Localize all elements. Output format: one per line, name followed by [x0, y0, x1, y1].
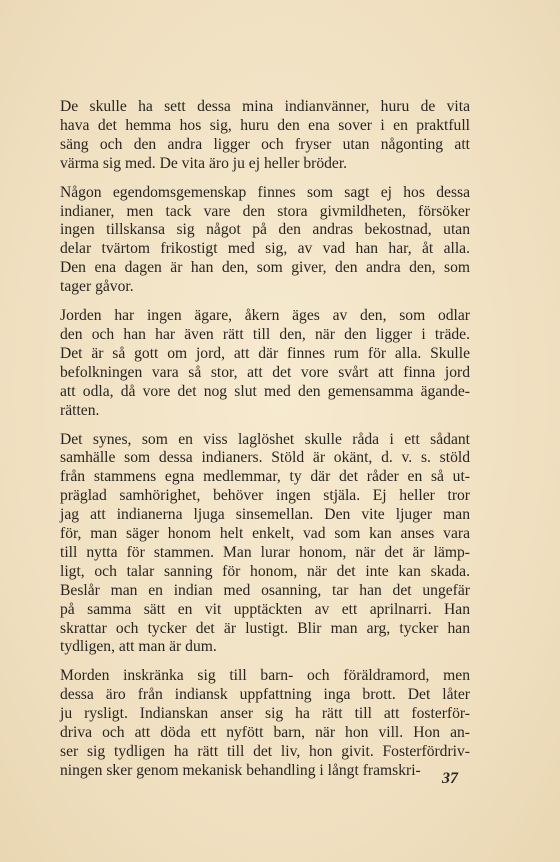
- text-line: Jorden har ingen ägare, åkern äges av den, som odlar: [60, 307, 470, 325]
- text-line: ligt, och talar sanning för honom, när det inte kan skada.: [60, 562, 470, 580]
- text-line: ingen tillskansa sig något på den andras bekostnad, utan: [60, 221, 470, 239]
- text-line: säng och den andra ligger och fryser utan någonting att: [60, 135, 470, 153]
- paragraph: [60, 431, 470, 658]
- paragraph: [60, 184, 470, 297]
- text-line: tydligen, att man är dum.: [60, 638, 217, 656]
- paragraph: [60, 667, 470, 780]
- page-number: 37: [442, 770, 458, 787]
- text-line: ju rysligt. Indianskan anser sig ha rätt till att fosterför-: [60, 705, 470, 723]
- text-line: för, man säger honom helt enkelt, vad som kan anses vara: [60, 525, 470, 543]
- paragraph: [60, 307, 470, 420]
- text-line: De skulle ha sett dessa mina indianvänner, huru de vita: [60, 98, 470, 115]
- text-line: hava det hemma hos sig, huru den ena sover i en praktfull: [60, 116, 470, 134]
- text-line: samhälle som dessa indianers. Stöld är okänt, d. v. s. stöld: [60, 449, 470, 467]
- text-line: Någon egendomsgemenskap finnes som sagt ej hos dessa: [60, 183, 470, 201]
- text-line: på samma sätt en vit upptäckten av ett aprilnarri. Han: [60, 600, 470, 618]
- text-body: [60, 98, 470, 781]
- text-line: Det synes, som en viss laglöshet skulle råda i ett sådant: [60, 430, 470, 448]
- paragraph: [60, 98, 470, 174]
- text-line: den och han har även rätt till den, när den ligger i träde.: [60, 325, 470, 343]
- text-line: till nytta för stammen. Man lurar honom, när det är lämp-: [60, 543, 470, 561]
- text-line: från stammens egna medlemmar, ty där det råder en så ut-: [60, 468, 470, 486]
- text-line: ser sig tydligen ha rätt till det liv, hon givit. Fosterfördriv-: [60, 743, 470, 760]
- text-line: skrattar och tycker det är lustigt. Blir man arg, tycker han: [60, 619, 470, 637]
- text-line: dessa äro från indiansk uppfattning inga brott. Det låter: [60, 686, 470, 704]
- text-line: indianer, men tack vare den stora givmildheten, försöker: [60, 202, 470, 220]
- text-line: präglad samhörighet, behöver ingen stjäla. Ej heller tror: [60, 487, 470, 505]
- text-line: Beslår man en indian med osanning, tar han det ungefär: [60, 581, 470, 599]
- text-line: Morden inskränka sig till barn- och föräldramord, men: [60, 667, 470, 685]
- text-line: befolkningen vara så stor, att det vore svårt att finna jord: [60, 363, 470, 381]
- text-line: driva och att döda ett nyfött barn, när hon vill. Hon an-: [60, 724, 470, 742]
- text-line: att odla, då vore det nog slut med den gemensamma ägande-: [60, 382, 470, 400]
- text-line: rätten.: [60, 401, 100, 419]
- text-line: tager gåvor.: [60, 278, 134, 296]
- text-line: ningen sker genom mekanisk behandling i långt framskri-: [60, 761, 421, 779]
- text-line: jag att indianerna ljuga sinsemellan. Den vite ljuger man: [60, 506, 470, 524]
- text-line: Det är så gott om jord, att där finnes rum för alla. Skulle: [60, 344, 470, 362]
- book-page: [60, 98, 470, 818]
- text-line: delar tvärtom frikostigt med sig, av vad han har, åt alla.: [60, 240, 470, 258]
- text-line: Den ena dagen är han den, som giver, den andra den, som: [60, 259, 470, 277]
- text-line: värma sig med. De vita äro ju ej heller bröder.: [60, 154, 348, 172]
